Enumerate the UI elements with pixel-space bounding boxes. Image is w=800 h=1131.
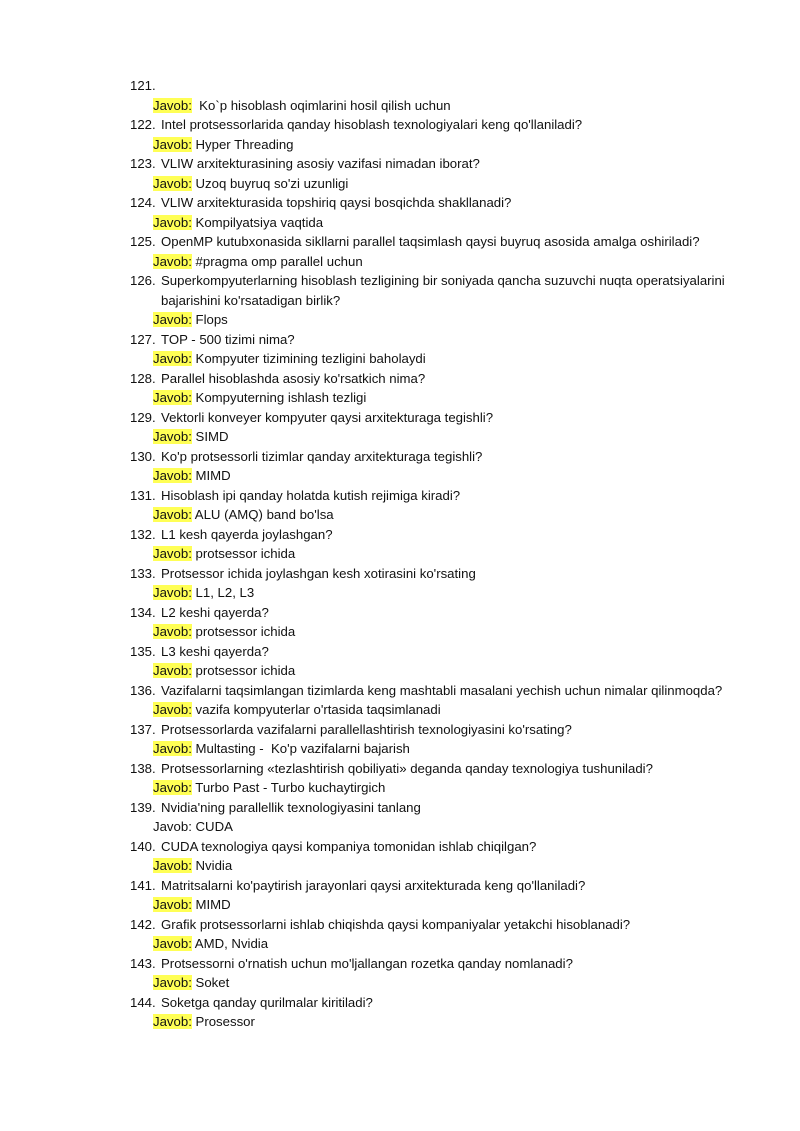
answer-label-highlighted: Javob:	[153, 429, 192, 444]
question-item	[130, 798, 770, 837]
answer-line	[130, 895, 770, 915]
question-number: 124.	[130, 195, 156, 210]
question-number: 130.	[130, 448, 156, 464]
question-line	[130, 486, 770, 506]
answer-line	[130, 700, 770, 720]
answer-label-highlighted: Javob:	[153, 858, 192, 873]
question-text: Hisoblash ipi qanday holatda kutish rejimiga kiradi?	[161, 487, 461, 503]
question-line	[130, 115, 770, 135]
question-text: Superkompyuterlarning hisoblash tezligining bir soniyada qancha suzuvchi nuqta operatsiyalarini bajarishini ko'rsatadigan birlik?	[161, 273, 725, 308]
answer-label: Javob:	[153, 819, 192, 834]
answer-text: protsessor ichida	[191, 663, 296, 678]
question-line	[130, 564, 770, 584]
question-item	[130, 720, 770, 759]
question-line	[130, 720, 770, 740]
question-number: 138.	[130, 760, 156, 776]
question-item	[130, 369, 770, 408]
question-item	[130, 837, 770, 876]
answer-text: Uzoq buyruq so'zi uzunligi	[191, 175, 349, 191]
answer-label-highlighted: Javob:	[153, 663, 192, 678]
answer-label-highlighted: Javob:	[153, 214, 192, 230]
question-line	[130, 642, 770, 662]
answer-line	[130, 505, 770, 525]
answer-label-highlighted: Javob:	[153, 507, 192, 522]
question-line	[130, 525, 770, 545]
answer-line	[130, 661, 770, 681]
answer-text: Kompyuterning ishlash tezligi	[191, 390, 367, 405]
question-text: Vektorli konveyer kompyuter qaysi arxitekturaga tegishli?	[161, 409, 494, 425]
question-text: L2 keshi qayerda?	[161, 604, 269, 620]
answer-label-highlighted: Javob:	[153, 97, 192, 113]
question-number: 139.	[130, 799, 156, 815]
answer-label-highlighted: Javob:	[153, 975, 192, 990]
question-line	[130, 876, 770, 896]
question-answer-list	[130, 76, 770, 1032]
question-line	[130, 681, 770, 701]
answer-text: Turbo Past - Turbo kuchaytirgich	[191, 780, 386, 795]
answer-line	[130, 96, 770, 116]
answer-line	[130, 252, 770, 272]
answer-label-highlighted: Javob:	[153, 468, 192, 483]
question-number: 125.	[130, 234, 156, 249]
answer-line	[130, 388, 770, 408]
answer-text: #pragma omp parallel uchun	[191, 253, 363, 269]
question-line	[130, 76, 770, 96]
question-line	[130, 193, 770, 213]
answer-line	[130, 213, 770, 233]
question-number: 144.	[130, 994, 156, 1010]
question-text: Protsessorlarning «tezlashtirish qobiliyati» deganda qanday texnologiya tushuniladi?	[161, 760, 653, 776]
answer-line	[130, 310, 770, 330]
answer-label-highlighted: Javob:	[153, 546, 192, 561]
question-item	[130, 193, 770, 232]
answer-label-highlighted: Javob:	[153, 780, 192, 795]
question-item	[130, 154, 770, 193]
question-number: 134.	[130, 604, 156, 620]
question-item	[130, 876, 770, 915]
answer-line	[130, 973, 770, 993]
answer-label-highlighted: Javob:	[153, 1014, 192, 1029]
question-item	[130, 954, 770, 993]
question-item	[130, 115, 770, 154]
question-text: Ko'p protsessorli tizimlar qanday arxitekturaga tegishli?	[161, 448, 483, 464]
question-item	[130, 915, 770, 954]
answer-text: vazifa kompyuterlar o'rtasida taqsimlanadi	[191, 702, 441, 717]
question-line	[130, 759, 770, 779]
answer-text: SIMD	[191, 429, 229, 444]
answer-text: MIMD	[191, 897, 231, 912]
question-item	[130, 271, 770, 330]
question-text: Protsessorni o'rnatish uchun mo'ljallangan rozetka qanday nomlanadi?	[161, 955, 573, 971]
question-number: 143.	[130, 955, 156, 971]
question-number: 132.	[130, 526, 156, 542]
question-number: 127.	[130, 331, 156, 347]
answer-label-highlighted: Javob:	[153, 312, 192, 327]
question-text: Matritsalarni ko'paytirish jarayonlari qaysi arxitekturada keng qo'llaniladi?	[161, 877, 586, 893]
answer-label-highlighted: Javob:	[153, 702, 192, 717]
question-line	[130, 993, 770, 1013]
answer-label-highlighted: Javob:	[153, 175, 192, 191]
answer-text: Ko`p hisoblash oqimlarini hosil qilish uchun	[191, 97, 451, 113]
question-item	[130, 993, 770, 1032]
question-number: 122.	[130, 117, 156, 132]
question-number: 129.	[130, 409, 156, 425]
question-text: VLIW arxitekturasida topshiriq qaysi bosqichda shakllanadi?	[161, 195, 512, 210]
question-line	[130, 954, 770, 974]
question-text: OpenMP kutubxonasida sikllarni parallel taqsimlash qaysi buyruq asosida amalga oshiriladi?	[161, 234, 700, 249]
question-number: 128.	[130, 370, 156, 386]
answer-label-highlighted: Javob:	[153, 936, 192, 951]
answer-text: Nvidia	[191, 858, 233, 873]
answer-label-highlighted: Javob:	[153, 136, 192, 152]
answer-line	[130, 427, 770, 447]
question-text: Soketga qanday qurilmalar kiritiladi?	[161, 994, 373, 1010]
question-item	[130, 486, 770, 525]
question-number: 126.	[130, 273, 156, 288]
question-item	[130, 447, 770, 486]
answer-text: Soket	[191, 975, 230, 990]
question-item	[130, 232, 770, 271]
answer-label-highlighted: Javob:	[153, 585, 192, 600]
question-item	[130, 681, 770, 720]
answer-line	[130, 174, 770, 194]
answer-label-highlighted: Javob:	[153, 390, 192, 405]
answer-text: L1, L2, L3	[191, 585, 255, 600]
answer-label-highlighted: Javob:	[153, 897, 192, 912]
question-line	[130, 837, 770, 857]
answer-line	[130, 778, 770, 798]
answer-line	[130, 349, 770, 369]
question-text: Intel protsessorlarida qanday hisoblash texnologiyalari keng qo'llaniladi?	[161, 117, 583, 132]
question-text: Grafik protsessorlarni ishlab chiqishda qaysi kompaniyalar yetakchi hisoblanadi?	[161, 916, 631, 932]
answer-text: Kompilyatsiya vaqtida	[191, 214, 324, 230]
question-line	[130, 915, 770, 935]
question-item	[130, 76, 770, 115]
question-number: 140.	[130, 838, 156, 854]
answer-line	[130, 583, 770, 603]
question-number: 137.	[130, 721, 156, 737]
question-line	[130, 603, 770, 623]
answer-line	[130, 856, 770, 876]
question-line	[130, 447, 770, 467]
answer-label-highlighted: Javob:	[153, 351, 192, 366]
answer-label-highlighted: Javob:	[153, 741, 192, 756]
answer-line	[130, 544, 770, 564]
answer-text: Hyper Threading	[191, 136, 294, 152]
question-number: 142.	[130, 916, 156, 932]
question-text: VLIW arxitekturasining asosiy vazifasi nimadan iborat?	[161, 156, 480, 171]
answer-text: MIMD	[191, 468, 231, 483]
answer-text: Prosessor	[191, 1014, 255, 1029]
question-item	[130, 603, 770, 642]
answer-text: CUDA	[191, 819, 233, 834]
question-text: Nvidia'ning parallellik texnologiyasini tanlang	[161, 799, 421, 815]
question-line	[130, 271, 770, 310]
answer-line	[130, 622, 770, 642]
question-text: Protsessor ichida joylashgan kesh xotirasini ko'rsating	[161, 565, 476, 581]
answer-line	[130, 466, 770, 486]
question-line	[130, 369, 770, 389]
answer-text: AMD, Nvidia	[191, 936, 269, 951]
question-text: Parallel hisoblashda asosiy ko'rsatkich nima?	[161, 370, 426, 386]
question-line	[130, 330, 770, 350]
question-number: 121.	[130, 78, 156, 93]
answer-line	[130, 817, 770, 837]
question-line	[130, 232, 770, 252]
answer-text: Flops	[191, 312, 228, 327]
answer-line	[130, 934, 770, 954]
answer-line	[130, 135, 770, 155]
question-text: L1 kesh qayerda joylashgan?	[161, 526, 333, 542]
question-number: 135.	[130, 643, 156, 659]
answer-text: ALU (AMQ) band bo'lsa	[191, 507, 334, 522]
question-item	[130, 564, 770, 603]
question-item	[130, 642, 770, 681]
question-text: L3 keshi qayerda?	[161, 643, 269, 659]
question-number: 123.	[130, 156, 156, 171]
question-item	[130, 330, 770, 369]
question-line	[130, 798, 770, 818]
question-number: 133.	[130, 565, 156, 581]
answer-text: protsessor ichida	[191, 546, 296, 561]
question-text: CUDA texnologiya qaysi kompaniya tomonidan ishlab chiqilgan?	[161, 838, 537, 854]
answer-label-highlighted: Javob:	[153, 253, 192, 269]
question-item	[130, 759, 770, 798]
question-number: 136.	[130, 682, 156, 698]
question-line	[130, 408, 770, 428]
answer-text: Kompyuter tizimining tezligini baholaydi	[191, 351, 426, 366]
question-number: 141.	[130, 877, 156, 893]
answer-line	[130, 739, 770, 759]
answer-text: protsessor ichida	[191, 624, 296, 639]
question-line	[130, 154, 770, 174]
answer-line	[130, 1012, 770, 1032]
question-text: Protsessorlarda vazifalarni parallellashtirish texnologiyasini ko'rsating?	[161, 721, 572, 737]
question-text: Vazifalarni taqsimlangan tizimlarda keng mashtabli masalani yechish uchun nimalar qilinmoqda?	[161, 682, 723, 698]
question-number: 131.	[130, 487, 156, 503]
answer-label-highlighted: Javob:	[153, 624, 192, 639]
question-item	[130, 408, 770, 447]
answer-text: Multasting - Ko'p vazifalarni bajarish	[191, 741, 410, 756]
question-text: TOP - 500 tizimi nima?	[161, 331, 295, 347]
question-item	[130, 525, 770, 564]
